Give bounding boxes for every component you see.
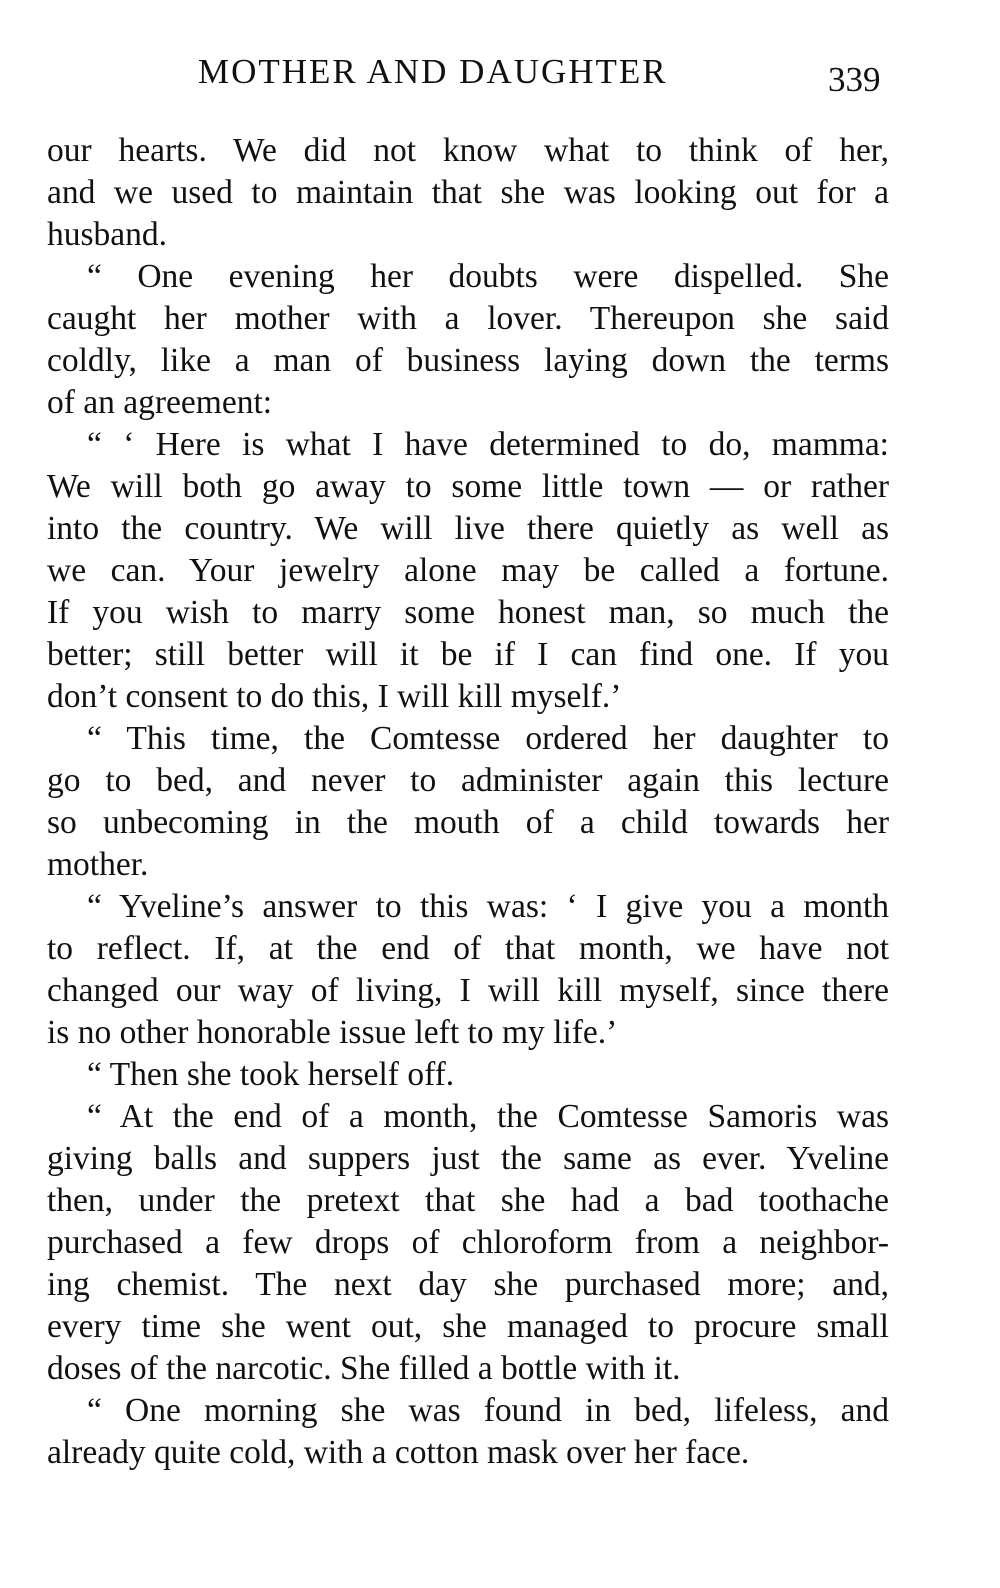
body-text xyxy=(47,130,889,1474)
text-line: go to bed, and never to administer again this lecture xyxy=(47,762,889,799)
text-line: so unbecoming in the mouth of a child towards her xyxy=(47,804,889,841)
text-line: to reflect. If, at the end of that month, we have not xyxy=(47,930,889,967)
text-line: every time she went out, she managed to procure small xyxy=(47,1308,889,1345)
text-line: giving balls and suppers just the same as ever. Yveline xyxy=(47,1140,889,1177)
running-title: MOTHER AND DAUGHTER xyxy=(198,52,668,91)
text-line: don’t consent to do this, I will kill myself.’ xyxy=(47,678,622,715)
text-line: mother. xyxy=(47,846,149,883)
page-number: 339 xyxy=(828,60,881,99)
text-line: and we used to maintain that she was looking out for a xyxy=(47,174,889,211)
text-line: better; still better will it be if I can find one. If you xyxy=(47,636,889,673)
text-line: already quite cold, with a cotton mask over her face. xyxy=(47,1434,750,1471)
running-head xyxy=(0,52,1000,102)
text-line: our hearts. We did not know what to think of her, xyxy=(47,132,889,169)
text-line: into the country. We will live there quietly as well as xyxy=(47,510,889,547)
text-line: If you wish to marry some honest man, so much the xyxy=(47,594,889,631)
text-line: caught her mother with a lover. Thereupon she said xyxy=(47,300,889,337)
text-line: “ At the end of a month, the Comtesse Samoris was xyxy=(87,1098,889,1135)
text-line: “ Yveline’s answer to this was: ‘ I give you a month xyxy=(87,888,889,925)
text-line: We will both go away to some little town — or rather xyxy=(47,468,889,505)
text-line: of an agreement: xyxy=(47,384,273,421)
text-line: “ One morning she was found in bed, lifeless, and xyxy=(87,1392,889,1429)
text-line: changed our way of living, I will kill myself, since there xyxy=(47,972,889,1009)
text-line: we can. Your jewelry alone may be called a fortune. xyxy=(47,552,889,589)
text-line: purchased a few drops of chloroform from a neighbor- xyxy=(47,1224,889,1261)
text-line: doses of the narcotic. She filled a bottle with it. xyxy=(47,1350,681,1387)
text-line: ing chemist. The next day she purchased more; and, xyxy=(47,1266,889,1303)
text-line: coldly, like a man of business laying down the terms xyxy=(47,342,889,379)
text-line: “ Then she took herself off. xyxy=(87,1056,455,1093)
text-line: “ One evening her doubts were dispelled. She xyxy=(87,258,889,295)
text-line: then, under the pretext that she had a bad toothache xyxy=(47,1182,889,1219)
text-line: is no other honorable issue left to my life.’ xyxy=(47,1014,618,1051)
text-line: “ ‘ Here is what I have determined to do, mamma: xyxy=(87,426,889,463)
text-line: “ This time, the Comtesse ordered her daughter to xyxy=(87,720,889,757)
text-line: husband. xyxy=(47,216,168,253)
